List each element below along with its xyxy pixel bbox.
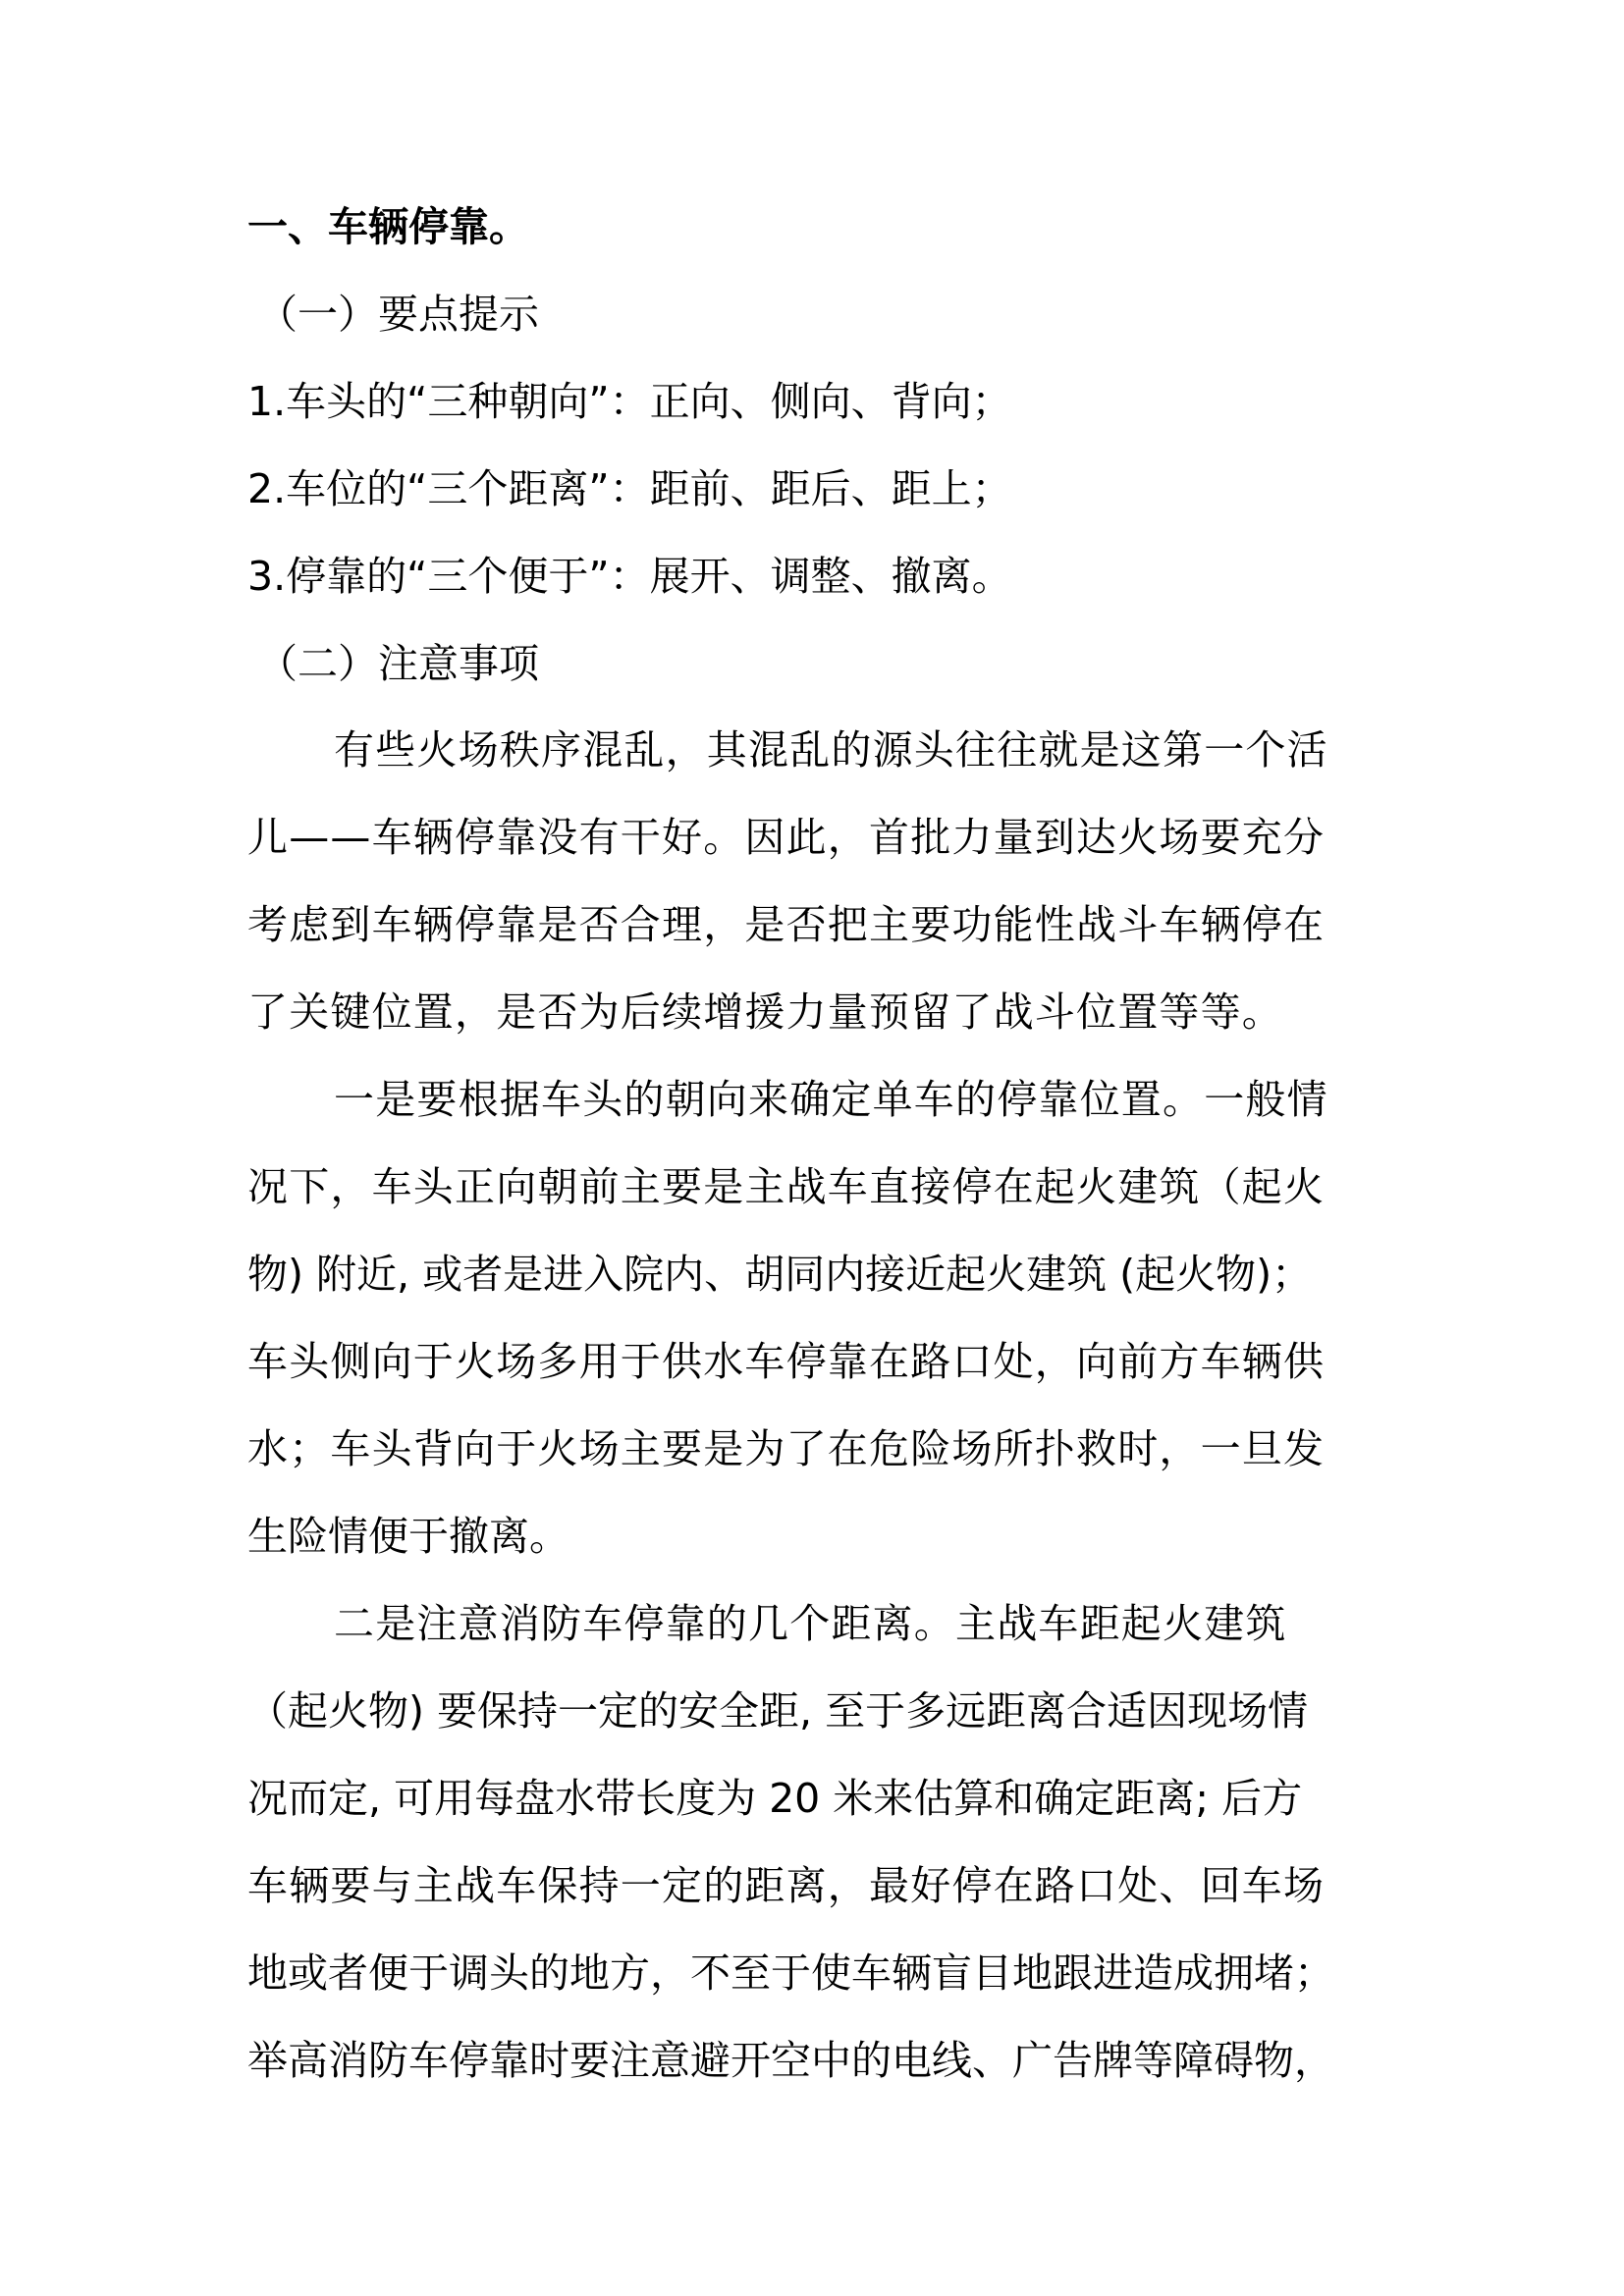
paragraph-1-line-2: 儿——车辆停靠没有干好。因此，首批力量到达火场要充分: [247, 814, 1326, 861]
key-point-3: 3.停靠的“三个便于”：展开、调整、撤离。: [247, 553, 1012, 600]
key-point-2: 2.车位的“三个距离”：距前、距后、距上；: [247, 465, 1012, 512]
paragraph-2-line-3: 物) 附近, 或者是进入院内、胡同内接近起火建筑 (起火物)；: [247, 1251, 1313, 1298]
paragraph-3-line-4: 车辆要与主战车保持一定的距离，最好停在路口处、回车场: [247, 1862, 1326, 1909]
paragraph-3-line-6: 举高消防车停靠时要注意避开空中的电线、广告牌等障碍物，: [247, 2037, 1334, 2084]
paragraph-2-line-2: 况下，车头正向朝前主要是主战车直接停在起火建筑（起火: [247, 1163, 1326, 1210]
section-title: 一、车辆停靠。: [247, 203, 529, 250]
subsection-title-key-points: （一）要点提示: [257, 291, 539, 338]
paragraph-3-line-2: （起火物) 要保持一定的安全距, 至于多远距离合适因现场情: [247, 1687, 1309, 1735]
paragraph-1-line-4: 了关键位置，是否为后续增援力量预留了战斗位置等等。: [247, 988, 1283, 1036]
paragraph-1-line-1: 有些火场秩序混乱，其混乱的源头往往就是这第一个活: [334, 726, 1328, 774]
paragraph-2-line-5: 水；车头背向于火场主要是为了在危险场所扑救时，一旦发: [247, 1425, 1326, 1472]
paragraph-1-line-3: 考虑到车辆停靠是否合理，是否把主要功能性战斗车辆停在: [247, 901, 1326, 948]
paragraph-2-line-1: 一是要根据车头的朝向来确定单车的停靠位置。一般情: [334, 1076, 1328, 1123]
paragraph-2-line-6: 生险情便于撤离。: [247, 1513, 569, 1560]
key-point-1: 1.车头的“三种朝向”：正向、侧向、背向；: [247, 378, 1012, 425]
paragraph-2-line-4: 车头侧向于火场多用于供水车停靠在路口处，向前方车辆供: [247, 1338, 1326, 1385]
paragraph-3-line-1: 二是注意消防车停靠的几个距离。主战车距起火建筑: [334, 1600, 1287, 1647]
paragraph-3-line-3: 况而定, 可用每盘水带长度为 20 米来估算和确定距离; 后方: [247, 1775, 1303, 1822]
paragraph-3-line-5: 地或者便于调头的地方，不至于使车辆盲目地跟进造成拥堵；: [247, 1949, 1334, 1997]
subsection-title-notes: （二）注意事项: [257, 640, 539, 687]
